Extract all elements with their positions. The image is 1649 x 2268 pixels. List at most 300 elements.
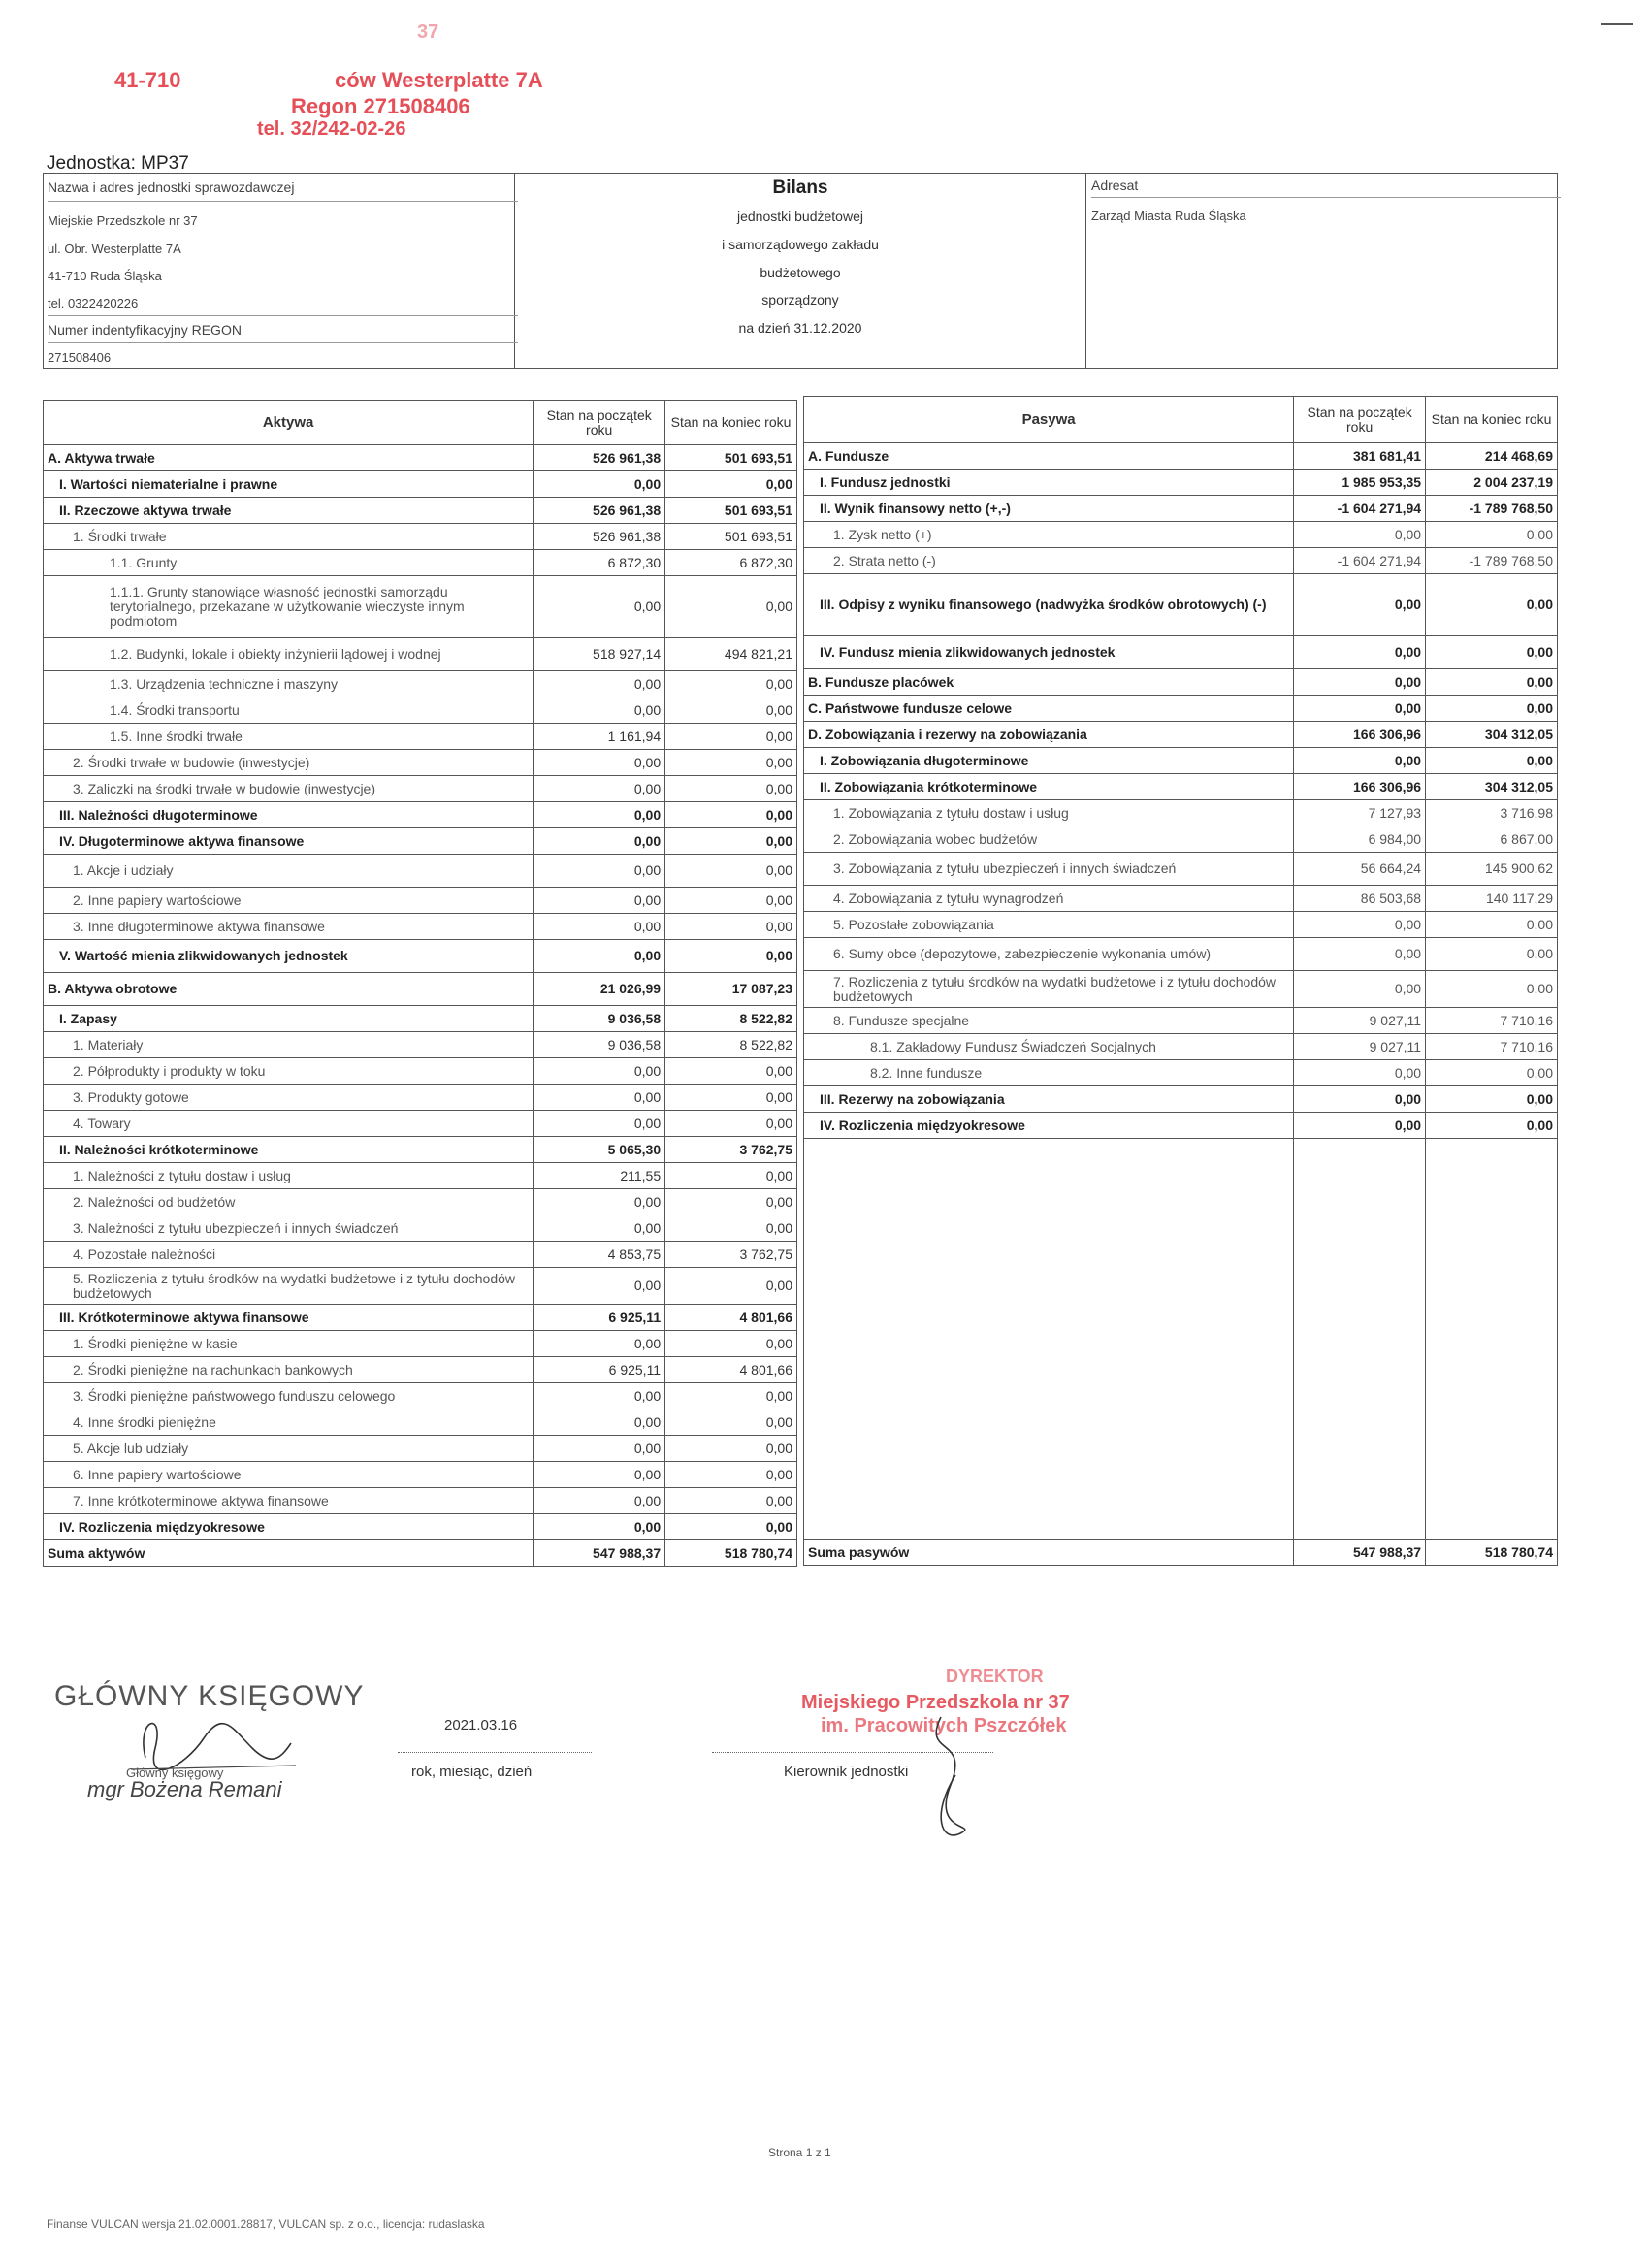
liability-row-label: 6. Sumy obce (depozytowe, zabezpieczenie wykonania umów) [804, 938, 1294, 971]
liability-row-label: 1. Zysk netto (+) [804, 522, 1294, 548]
asset-row-start-value: 526 961,38 [534, 524, 665, 550]
unit-label: Jednostka: MP37 [47, 153, 189, 174]
asset-row-label: V. Wartość mienia zlikwidowanych jednostek [44, 940, 534, 973]
director-signature [912, 1698, 999, 1843]
asset-row [44, 1462, 797, 1488]
liability-row [804, 722, 1558, 748]
liability-row-label: III. Odpisy z wyniku finansowego (nadwyżka środków obrotowych) (-) [804, 574, 1294, 636]
report-subtitle-1: jednostki budżetowej [737, 209, 863, 224]
asset-row [44, 1111, 797, 1137]
liability-row [804, 496, 1558, 522]
asset-row-label: IV. Rozliczenia międzyokresowe [44, 1514, 534, 1540]
liability-sum-row [804, 1540, 1558, 1566]
asset-row [44, 828, 797, 855]
liability-row [804, 971, 1558, 1008]
liability-row-end-value: 0,00 [1426, 1086, 1558, 1113]
liability-row-label: B. Fundusze placówek [804, 669, 1294, 696]
liabilities-header-start: Stan na początek roku [1294, 397, 1426, 443]
asset-row-end-value: 0,00 [665, 1268, 797, 1305]
asset-row-label: 3. Produkty gotowe [44, 1085, 534, 1111]
corner-mark [1600, 23, 1633, 25]
asset-row-end-value: 0,00 [665, 1189, 797, 1215]
asset-row-end-value: 0,00 [665, 776, 797, 802]
asset-row-end-value: 0,00 [665, 1409, 797, 1436]
liability-row-start-value: 7 127,93 [1294, 800, 1426, 826]
liability-row-end-value: 0,00 [1426, 912, 1558, 938]
asset-row-label: I. Wartości niematerialne i prawne [44, 471, 534, 498]
asset-row [44, 776, 797, 802]
liability-row-end-value: 0,00 [1426, 636, 1558, 669]
asset-row-end-value: 0,00 [665, 697, 797, 724]
liability-row-end-value: 7 710,16 [1426, 1034, 1558, 1060]
liability-row-end-value: 304 312,05 [1426, 722, 1558, 748]
liability-row [804, 800, 1558, 826]
liability-row [804, 774, 1558, 800]
liability-filler [804, 1139, 1558, 1540]
page-number: Strona 1 z 1 [768, 2146, 831, 2159]
asset-row-start-value: 526 961,38 [534, 445, 665, 471]
liability-row-end-value: 0,00 [1426, 669, 1558, 696]
liability-row [804, 548, 1558, 574]
asset-row-end-value: 0,00 [665, 1331, 797, 1357]
liability-row [804, 1008, 1558, 1034]
assets-table [43, 400, 797, 1567]
asset-row-end-value: 6 872,30 [665, 550, 797, 576]
asset-row-label: 1.2. Budynki, lokale i obiekty inżynierii lądowej i wodnej [44, 638, 534, 671]
asset-row [44, 1409, 797, 1436]
report-subtitle-2: i samorządowego zakładu [722, 237, 879, 252]
asset-row [44, 750, 797, 776]
liability-row-label: 4. Zobowiązania z tytułu wynagrodzeń [804, 886, 1294, 912]
asset-row-end-value: 17 087,23 [665, 973, 797, 1006]
liability-row-end-value: 0,00 [1426, 696, 1558, 722]
asset-row-end-value: 0,00 [665, 1215, 797, 1242]
liability-row-end-value: 0,00 [1426, 971, 1558, 1008]
asset-row [44, 1032, 797, 1058]
liability-row-end-value: 304 312,05 [1426, 774, 1558, 800]
liability-row-start-value: 0,00 [1294, 748, 1426, 774]
asset-row-end-value: 0,00 [665, 940, 797, 973]
liability-row-end-value: 3 716,98 [1426, 800, 1558, 826]
liability-row-start-value: 166 306,96 [1294, 722, 1426, 748]
asset-row-start-value: 0,00 [534, 1189, 665, 1215]
signature-date: 2021.03.16 [444, 1717, 518, 1733]
report-date: na dzień 31.12.2020 [738, 320, 862, 336]
asset-row [44, 1215, 797, 1242]
asset-row-end-value: 0,00 [665, 1058, 797, 1085]
liability-row [804, 470, 1558, 496]
asset-row-start-value: 0,00 [534, 828, 665, 855]
asset-row-end-value: 0,00 [665, 1462, 797, 1488]
stamp-line-3: Regon 271508406 [291, 94, 470, 118]
asset-row-label: 1. Należności z tytułu dostaw i usług [44, 1163, 534, 1189]
addressee-label: Adresat [1091, 178, 1139, 193]
asset-row-start-value: 0,00 [534, 855, 665, 888]
asset-row-start-value: 0,00 [534, 940, 665, 973]
regon-label: Numer indentyfikacyjny REGON [48, 322, 242, 338]
assets-header-title: Aktywa [44, 401, 534, 445]
asset-row-label: II. Rzeczowe aktywa trwałe [44, 498, 534, 524]
liability-row-label: A. Fundusze [804, 443, 1294, 470]
asset-row-end-value: 3 762,75 [665, 1137, 797, 1163]
asset-row [44, 724, 797, 750]
asset-row [44, 524, 797, 550]
asset-row [44, 1189, 797, 1215]
liability-row-start-value: 9 027,11 [1294, 1008, 1426, 1034]
asset-row-end-value: 0,00 [665, 750, 797, 776]
liability-row-start-value: 0,00 [1294, 1060, 1426, 1086]
asset-row-label: 1. Akcje i udziały [44, 855, 534, 888]
liability-row-start-value: 86 503,68 [1294, 886, 1426, 912]
liability-row-start-value: 6 984,00 [1294, 826, 1426, 853]
liability-row-end-value: 214 468,69 [1426, 443, 1558, 470]
asset-row-start-value: 0,00 [534, 802, 665, 828]
asset-row-end-value: 0,00 [665, 802, 797, 828]
liability-row-end-value: 0,00 [1426, 938, 1558, 971]
asset-row-label: 1.5. Inne środki trwałe [44, 724, 534, 750]
liability-row-end-value: 2 004 237,19 [1426, 470, 1558, 496]
asset-row [44, 550, 797, 576]
asset-row-end-value: 8 522,82 [665, 1032, 797, 1058]
liability-row [804, 522, 1558, 548]
liability-row-label: C. Państwowe fundusze celowe [804, 696, 1294, 722]
asset-row [44, 1268, 797, 1305]
asset-row [44, 1436, 797, 1462]
asset-row-label: 3. Inne długoterminowe aktywa finansowe [44, 914, 534, 940]
asset-row [44, 1242, 797, 1268]
asset-row-start-value: 4 853,75 [534, 1242, 665, 1268]
asset-row-label: 2. Półprodukty i produkty w toku [44, 1058, 534, 1085]
stamp-line-4: tel. 32/242-02-26 [257, 118, 406, 140]
liability-row-label: D. Zobowiązania i rezerwy na zobowiązania [804, 722, 1294, 748]
asset-row [44, 1006, 797, 1032]
liability-row-end-value: 0,00 [1426, 1113, 1558, 1139]
asset-row [44, 888, 797, 914]
asset-row-label: 2. Środki trwałe w budowie (inwestycje) [44, 750, 534, 776]
assets-header-end: Stan na koniec roku [665, 401, 797, 445]
asset-row-start-value: 6 925,11 [534, 1305, 665, 1331]
asset-row-start-value: 21 026,99 [534, 973, 665, 1006]
liability-row-start-value: 0,00 [1294, 696, 1426, 722]
asset-row [44, 973, 797, 1006]
asset-row [44, 1163, 797, 1189]
asset-row-start-value: 0,00 [534, 1111, 665, 1137]
asset-row [44, 1305, 797, 1331]
asset-row-label: B. Aktywa obrotowe [44, 973, 534, 1006]
unit-city: 41-710 Ruda Śląska [48, 269, 162, 283]
liability-row-end-value: -1 789 768,50 [1426, 496, 1558, 522]
report-header [43, 173, 1558, 369]
liability-sum-start: 547 988,37 [1294, 1540, 1426, 1566]
asset-row-label: 1.1. Grunty [44, 550, 534, 576]
report-subtitle-4: sporządzony [761, 292, 839, 308]
liability-row-start-value: 1 985 953,35 [1294, 470, 1426, 496]
asset-row-end-value: 518 780,74 [665, 1540, 797, 1567]
chief-accountant-name: mgr Bożena Remani [87, 1777, 282, 1801]
asset-row-end-value: 0,00 [665, 1436, 797, 1462]
asset-row-label: A. Aktywa trwałe [44, 445, 534, 471]
liability-row-end-value: 7 710,16 [1426, 1008, 1558, 1034]
liability-row-label: 5. Pozostałe zobowiązania [804, 912, 1294, 938]
liabilities-header-title: Pasywa [804, 397, 1294, 443]
asset-row-label: 1.1.1. Grunty stanowiące własność jednostki samorządu terytorialnego, przekazane w użytkowanie wieczyste innym podmiotom [44, 576, 534, 638]
asset-row [44, 855, 797, 888]
liability-row-start-value: 56 664,24 [1294, 853, 1426, 886]
asset-row-end-value: 4 801,66 [665, 1357, 797, 1383]
asset-row-start-value: 1 161,94 [534, 724, 665, 750]
asset-row-start-value: 0,00 [534, 1331, 665, 1357]
asset-row [44, 471, 797, 498]
asset-row-end-value: 0,00 [665, 914, 797, 940]
liability-row [804, 912, 1558, 938]
liability-row-label: 8. Fundusze specjalne [804, 1008, 1294, 1034]
liability-row-label: 7. Rozliczenia z tytułu środków na wydatki budżetowe i z tytułu dochodów budżetowych [804, 971, 1294, 1008]
chief-accountant-caption: Główny księgowy [126, 1766, 224, 1780]
asset-row-start-value: 0,00 [534, 1514, 665, 1540]
asset-row-start-value: 0,00 [534, 1409, 665, 1436]
unit-street: ul. Obr. Westerplatte 7A [48, 242, 181, 256]
asset-row [44, 1331, 797, 1357]
asset-row-end-value: 4 801,66 [665, 1305, 797, 1331]
asset-row-label: 2. Środki pieniężne na rachunkach bankowych [44, 1357, 534, 1383]
asset-row-label: 3. Zaliczki na środki trwałe w budowie (inwestycje) [44, 776, 534, 802]
asset-row-start-value: 0,00 [534, 1268, 665, 1305]
asset-row-end-value: 0,00 [665, 855, 797, 888]
asset-row [44, 671, 797, 697]
addressee-cell [1087, 174, 1557, 368]
report-title-cell [515, 174, 1086, 368]
liability-row [804, 853, 1558, 886]
liability-row-end-value: 0,00 [1426, 574, 1558, 636]
liability-row-start-value: 0,00 [1294, 522, 1426, 548]
director-stamp-line-2: Miejskiego Przedszkola nr 37 [801, 1692, 1070, 1713]
liability-row [804, 748, 1558, 774]
asset-row [44, 1085, 797, 1111]
asset-row-label: 4. Pozostałe należności [44, 1242, 534, 1268]
liability-row-start-value: 0,00 [1294, 971, 1426, 1008]
unit-name: Miejskie Przedszkole nr 37 [48, 213, 198, 228]
liability-row-end-value: 140 117,29 [1426, 886, 1558, 912]
report-title: Bilans [772, 178, 828, 198]
liability-row-start-value: 0,00 [1294, 669, 1426, 696]
liability-row-start-value: 0,00 [1294, 574, 1426, 636]
asset-row-end-value: 0,00 [665, 1085, 797, 1111]
asset-row-end-value: 494 821,21 [665, 638, 797, 671]
liability-row-end-value: 0,00 [1426, 522, 1558, 548]
asset-row-label: 4. Inne środki pieniężne [44, 1409, 534, 1436]
asset-row-end-value: 0,00 [665, 671, 797, 697]
liability-sum-label: Suma pasywów [804, 1540, 1294, 1566]
liability-row-end-value: 145 900,62 [1426, 853, 1558, 886]
asset-row-start-value: 0,00 [534, 1383, 665, 1409]
liability-row [804, 669, 1558, 696]
asset-row-start-value: 0,00 [534, 1215, 665, 1242]
asset-row-label: IV. Długoterminowe aktywa finansowe [44, 828, 534, 855]
liability-row-end-value: 0,00 [1426, 1060, 1558, 1086]
liability-row-start-value: 0,00 [1294, 938, 1426, 971]
asset-row-end-value: 0,00 [665, 1488, 797, 1514]
asset-row [44, 498, 797, 524]
liability-row-start-value: 0,00 [1294, 1086, 1426, 1113]
asset-row-end-value: 8 522,82 [665, 1006, 797, 1032]
asset-row-label: 4. Towary [44, 1111, 534, 1137]
liability-row-start-value: -1 604 271,94 [1294, 548, 1426, 574]
liabilities-header-end: Stan na koniec roku [1426, 397, 1558, 443]
asset-row-end-value: 501 693,51 [665, 498, 797, 524]
asset-row [44, 1137, 797, 1163]
asset-row [44, 940, 797, 973]
liability-row [804, 443, 1558, 470]
asset-row-start-value: 0,00 [534, 750, 665, 776]
assets-header-start: Stan na początek roku [534, 401, 665, 445]
asset-row-start-value: 526 961,38 [534, 498, 665, 524]
asset-row-end-value: 0,00 [665, 1514, 797, 1540]
asset-row-end-value: 0,00 [665, 888, 797, 914]
stamp-line-2a: 41-710 [114, 68, 181, 92]
asset-row-end-value: 0,00 [665, 576, 797, 638]
asset-row-start-value: 0,00 [534, 914, 665, 940]
liability-row-start-value: 381 681,41 [1294, 443, 1426, 470]
asset-row [44, 1357, 797, 1383]
asset-row [44, 1514, 797, 1540]
liability-row [804, 574, 1558, 636]
liability-row-label: 2. Zobowiązania wobec budżetów [804, 826, 1294, 853]
addressee-name: Zarząd Miasta Ruda Śląska [1091, 209, 1246, 223]
director-stamp-line-3: im. Pracowitych Pszczółek [821, 1715, 1067, 1736]
liability-row-label: 8.2. Inne fundusze [804, 1060, 1294, 1086]
asset-row-start-value: 0,00 [534, 576, 665, 638]
asset-row-label: II. Należności krótkoterminowe [44, 1137, 534, 1163]
liability-row-start-value: 9 027,11 [1294, 1034, 1426, 1060]
asset-row [44, 576, 797, 638]
liability-row [804, 826, 1558, 853]
liability-row [804, 938, 1558, 971]
liability-row-label: II. Wynik finansowy netto (+,-) [804, 496, 1294, 522]
reporting-unit-cell [44, 174, 515, 368]
asset-row [44, 1488, 797, 1514]
asset-row-start-value: 0,00 [534, 671, 665, 697]
chief-accountant-stamp: GŁÓWNY KSIĘGOWY [54, 1680, 365, 1712]
liability-row-label: 8.1. Zakładowy Fundusz Świadczeń Socjalnych [804, 1034, 1294, 1060]
liability-row-start-value: 0,00 [1294, 636, 1426, 669]
asset-row-end-value: 0,00 [665, 1163, 797, 1189]
unit-phone: tel. 0322420226 [48, 296, 139, 310]
asset-row-start-value: 0,00 [534, 1436, 665, 1462]
liability-sum-end: 518 780,74 [1426, 1540, 1558, 1566]
liability-row-start-value: 166 306,96 [1294, 774, 1426, 800]
asset-row [44, 638, 797, 671]
asset-row-start-value: 9 036,58 [534, 1006, 665, 1032]
asset-row-end-value: 0,00 [665, 1383, 797, 1409]
asset-row [44, 445, 797, 471]
liability-row-end-value: -1 789 768,50 [1426, 548, 1558, 574]
asset-row-start-value: 0,00 [534, 776, 665, 802]
asset-row-label: 1. Środki trwałe [44, 524, 534, 550]
asset-row-start-value: 0,00 [534, 1462, 665, 1488]
asset-row-start-value: 0,00 [534, 1058, 665, 1085]
liability-row-label: I. Zobowiązania długoterminowe [804, 748, 1294, 774]
asset-row-label: 1.4. Środki transportu [44, 697, 534, 724]
asset-row-start-value: 9 036,58 [534, 1032, 665, 1058]
liability-row-label: III. Rezerwy na zobowiązania [804, 1086, 1294, 1113]
asset-row-label: 7. Inne krótkoterminowe aktywa finansowe [44, 1488, 534, 1514]
asset-row-start-value: 547 988,37 [534, 1540, 665, 1567]
asset-row [44, 914, 797, 940]
asset-row [44, 1540, 797, 1567]
asset-row-label: 2. Inne papiery wartościowe [44, 888, 534, 914]
liabilities-table [803, 396, 1558, 1566]
asset-row-end-value: 501 693,51 [665, 445, 797, 471]
asset-row [44, 802, 797, 828]
reporting-unit-title: Nazwa i adres jednostki sprawozdawczej [48, 179, 295, 195]
liability-row [804, 886, 1558, 912]
asset-row-label: 3. Środki pieniężne państwowego funduszu celowego [44, 1383, 534, 1409]
liability-row [804, 636, 1558, 669]
asset-row-label: III. Należności długoterminowe [44, 802, 534, 828]
asset-row [44, 697, 797, 724]
liability-row-start-value: 0,00 [1294, 1113, 1426, 1139]
liability-row [804, 1034, 1558, 1060]
software-note: Finanse VULCAN wersja 21.02.0001.28817, VULCAN sp. z o.o., licencja: rudaslaska [47, 2218, 485, 2231]
asset-row-start-value: 5 065,30 [534, 1137, 665, 1163]
liability-row-label: IV. Rozliczenia międzyokresowe [804, 1113, 1294, 1139]
asset-row [44, 1058, 797, 1085]
asset-row-label: III. Krótkoterminowe aktywa finansowe [44, 1305, 534, 1331]
asset-row-end-value: 0,00 [665, 828, 797, 855]
liability-row-end-value: 0,00 [1426, 748, 1558, 774]
asset-row-label: 1.3. Urządzenia techniczne i maszyny [44, 671, 534, 697]
asset-row-end-value: 3 762,75 [665, 1242, 797, 1268]
asset-row-label: 2. Należności od budżetów [44, 1189, 534, 1215]
regon-value: 271508406 [48, 350, 112, 365]
liability-row [804, 1060, 1558, 1086]
director-stamp-line-1: DYREKTOR [946, 1667, 1044, 1686]
asset-row-start-value: 518 927,14 [534, 638, 665, 671]
liability-row-label: I. Fundusz jednostki [804, 470, 1294, 496]
liability-row-label: 2. Strata netto (-) [804, 548, 1294, 574]
liability-row [804, 1113, 1558, 1139]
asset-row-start-value: 0,00 [534, 888, 665, 914]
signature-date-label: rok, miesiąc, dzień [411, 1764, 533, 1780]
asset-row-start-value: 0,00 [534, 1085, 665, 1111]
asset-row-label: 5. Rozliczenia z tytułu środków na wydatki budżetowe i z tytułu dochodów budżetowych [44, 1268, 534, 1305]
liability-row-label: 3. Zobowiązania z tytułu ubezpieczeń i innych świadczeń [804, 853, 1294, 886]
asset-row-label: 1. Środki pieniężne w kasie [44, 1331, 534, 1357]
liability-row-start-value: -1 604 271,94 [1294, 496, 1426, 522]
asset-row-start-value: 0,00 [534, 1488, 665, 1514]
asset-row-label: 1. Materiały [44, 1032, 534, 1058]
stamp-line-2b: ców Westerplatte 7A [335, 68, 543, 92]
asset-row-start-value: 0,00 [534, 697, 665, 724]
asset-row-label: 3. Należności z tytułu ubezpieczeń i innych świadczeń [44, 1215, 534, 1242]
asset-row-label: I. Zapasy [44, 1006, 534, 1032]
asset-row-start-value: 6 872,30 [534, 550, 665, 576]
asset-row-start-value: 211,55 [534, 1163, 665, 1189]
report-subtitle-3: budżetowego [760, 265, 841, 280]
liability-row-label: II. Zobowiązania krótkoterminowe [804, 774, 1294, 800]
asset-row-end-value: 0,00 [665, 724, 797, 750]
liability-row-label: 1. Zobowiązania z tytułu dostaw i usług [804, 800, 1294, 826]
liability-row-label: IV. Fundusz mienia zlikwidowanych jednostek [804, 636, 1294, 669]
asset-row-end-value: 501 693,51 [665, 524, 797, 550]
stamp-line-1: 37 [417, 21, 439, 43]
liability-row-start-value: 0,00 [1294, 912, 1426, 938]
asset-row-label: 5. Akcje lub udziały [44, 1436, 534, 1462]
asset-row-end-value: 0,00 [665, 1111, 797, 1137]
liability-row [804, 1086, 1558, 1113]
asset-row-start-value: 6 925,11 [534, 1357, 665, 1383]
head-of-unit-label: Kierownik jednostki [784, 1764, 909, 1780]
